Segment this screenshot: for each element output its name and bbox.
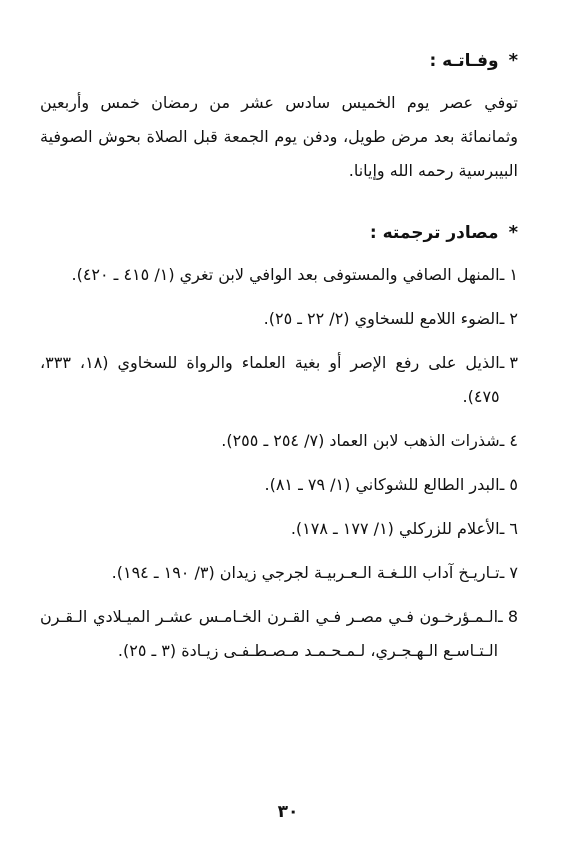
source-item	[40, 600, 518, 668]
source-text: البدر الطالع للشوكاني (١/ ٧٩ ـ ٨١).	[264, 475, 500, 494]
source-number: ٧ ـ	[499, 563, 518, 582]
source-item	[40, 468, 518, 502]
death-heading	[40, 46, 518, 76]
source-number: ٥ ـ	[499, 475, 518, 494]
source-item	[40, 512, 518, 546]
death-heading-text: وفـاتـه :	[429, 51, 499, 71]
source-number: 8 ـ	[498, 607, 518, 626]
source-text: الضوء اللامع للسخاوي (٢/ ٢٢ ـ ٢٥).	[263, 309, 500, 328]
source-text: الـمـؤرخـون فـي مصـر فـي القـرن الخـامـس عشـر الميـلادي الـقـرن الـتـاسـع الـهـجـري، لـمـحـمـد مـصـطـفـى زيـادة (٣ ـ ٢٥).	[40, 607, 499, 660]
death-paragraph: توفي عصر يوم الخميس سادس عشر من رمضان خمس وأربعين وثمانمائة بعد مرض طويل، ودفن يوم الجمعة قبل الصلاة بحوش الصوفية البيبرسية رحمه الله وإيانا.	[40, 93, 518, 180]
source-text: الأعلام للزركلي (١/ ١٧٧ ـ ١٧٨).	[290, 519, 500, 538]
source-item	[40, 258, 518, 292]
source-text: تـاريـخ آداب اللـغـة الـعـربيـة لجرجي زيدان (٣/ ١٩٠ ـ ١٩٤).	[111, 563, 500, 582]
source-item	[40, 346, 518, 414]
source-item	[40, 302, 518, 336]
source-text: المنهل الصافي والمستوفى بعد الوافي لابن تغري (١/ ٤١٥ ـ ٤٢٠).	[71, 265, 500, 284]
source-number: ٢ ـ	[499, 309, 518, 328]
heading-asterisk: *	[508, 50, 518, 71]
sources-heading-text: مصادر ترجمته :	[369, 223, 499, 243]
source-number: ٣ ـ	[499, 353, 518, 372]
source-number: ٤ ـ	[499, 431, 518, 450]
source-number: ١ ـ	[499, 265, 518, 284]
heading-asterisk: *	[508, 222, 518, 243]
source-number: ٦ ـ	[499, 519, 518, 538]
sources-heading	[40, 218, 518, 248]
source-text: شذرات الذهب لابن العماد (٧/ ٢٥٤ ـ ٢٥٥).	[221, 431, 500, 450]
page-number: ٣٠	[277, 802, 299, 822]
source-item	[40, 424, 518, 458]
source-item	[40, 556, 518, 590]
sources-list	[40, 258, 518, 668]
source-text: الذيل على رفع الإصر أو بغية العلماء والرواة للسخاوي (١٨، ٣٣٣، ٤٧٥).	[40, 353, 500, 406]
